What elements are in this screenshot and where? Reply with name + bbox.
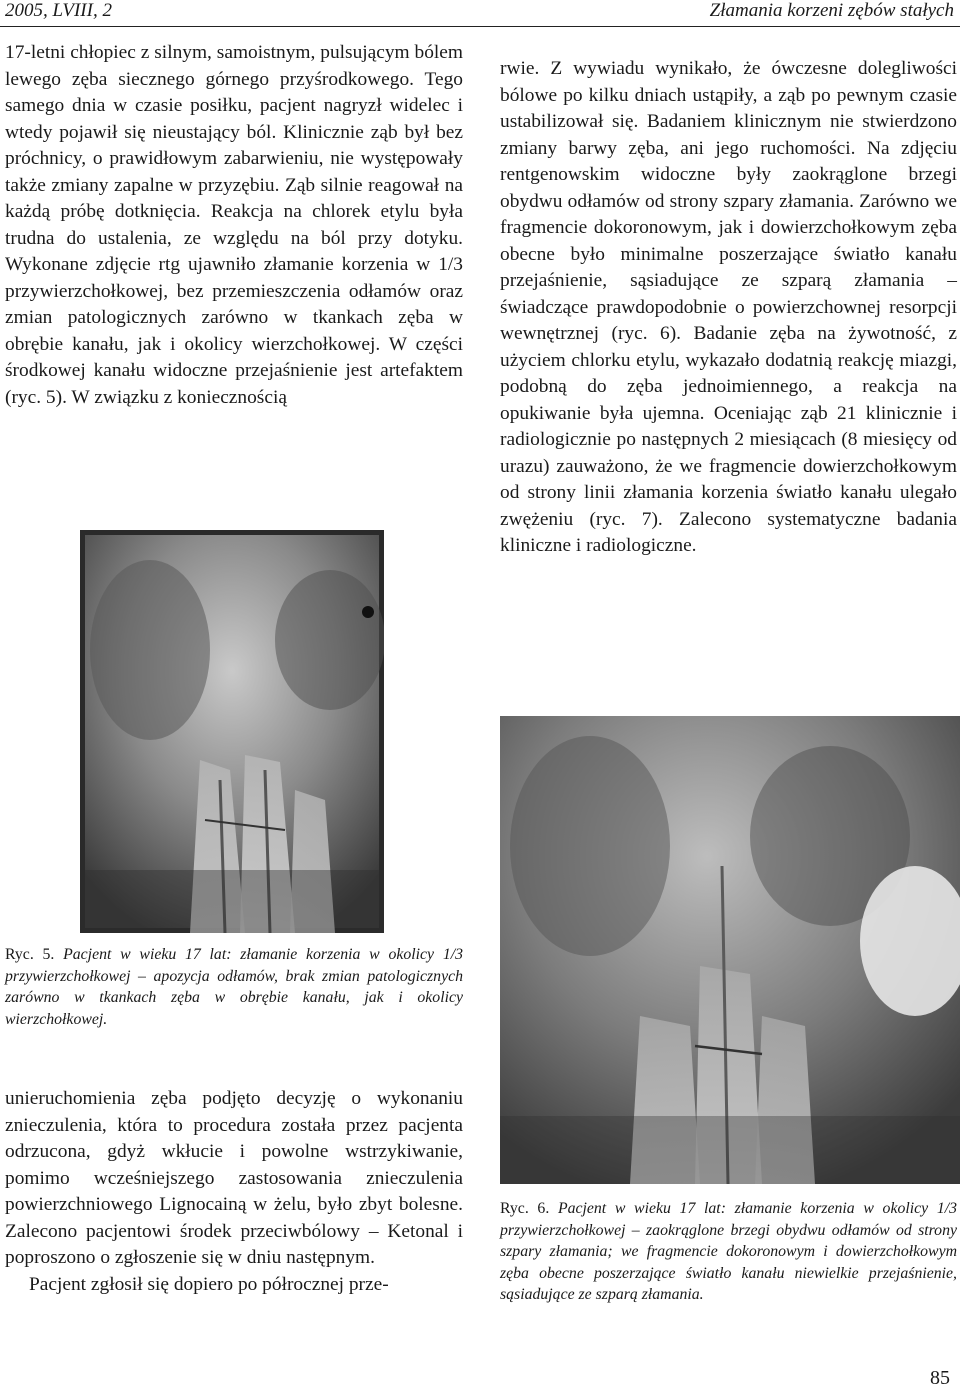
xray-figure-6 [500, 716, 960, 1184]
paragraph: Pacjent zgłosił się dopiero po półrocznej prze- [29, 1273, 389, 1295]
xray-image [500, 716, 960, 1184]
figure-5-label: Ryc. 5. [5, 946, 55, 963]
xray-figure-5 [80, 530, 384, 933]
figure-6-caption-text: Pacjent w wieku 17 lat: złamanie korzenia w okolicy 1/3 przywierzchołkowej – zaokrąglone brzegi obydwu odłamów od strony szpary złamania; we fragmencie dokoronowym i dowierzchołkowym zęba obecne poszerzające światło kanału niewielkie przejaśnienie, sąsiadujące ze szparą złamania. [500, 1200, 958, 1304]
figure-5-caption [5, 944, 463, 1030]
paragraph: rwie. Z wywiadu wynikało, że ówczesne dolegliwości bólowe po kilku dniach ustąpiły, a ząb po pewnym czasie ustabilizował się. Badaniem klinicznym nie stwierdzono zmiany barwy zęba, ani jego ruchomości. Na zdjęciu rentgenowskim widoczne były zaokrąglone brzegi obydwu odłamów od strony szpary złamania. Zarówno we fragmencie dokoronowym, jak i dowierzchołkowym zęba obecne było minimalne poszerzające światło kanału przejaśnienie, sąsiadujące ze szparą złamania – świadczące prawdopodobnie o powierzchownej resorpcji wewnętrznej (ryc. 6). Badanie zęba na żywotność, z użyciem chlorku etylu, wykazało dodatnią reakcję miazgi, podobną do zęba jednoimiennego, a reakcja na opukiwanie była ujemna. Oceniając ząb 21 klinicznie i radiologicznie po następnych 2 miesiącach (8 miesięcy od urazu) zauważono, że we fragmencie dowierzchołkowym od strony linii złamania korzenia światło kanału ulegało zwężeniu (ryc. 7). Zalecono systematyczne badania kliniczne i radiologiczne. [500, 58, 957, 556]
column-left-top [5, 40, 463, 411]
running-header [0, 0, 960, 27]
paragraph: 17-letni chłopiec z silnym, samoistnym, pulsującym bólem lewego zęba siecznego górnego przyśrodkowego. Tego samego dnia w czasie posiłku, pacjent nagryzł widelec i wtedy pojawił się nieustający ból. Klinicznie ząb był bez próchnicy, o prawidłowym zabarwieniu, nie występowały także zmiany zapalne w przyzębiu. Ząb silnie reagował na każdą próbę dotknięcia. Reakcja na chlorek etylu była trudna do ustalenia, ze względu na ból przy dotyku. Wykonane zdjęcie rtg ujawniło złamanie korzenia w 1/3 przywierzchołkowej, bez przemieszczenia odłamów oraz zmian patologicznych zarówno w tkankach zęba w obrębie kanału, jak i okolicy wierzchołkowej. W części środkowej kanału widoczne przejaśnienie jest artefaktem (ryc. 5). W związku z koniecznością [5, 42, 463, 408]
xray-image [80, 530, 384, 933]
page-number: 85 [930, 1367, 950, 1389]
article-short-title: Złamania korzeni zębów stałych [709, 0, 954, 21]
journal-issue: 2005, LVIII, 2 [5, 0, 112, 21]
paragraph: unieruchomienia zęba podjęto decyzję o wykonaniu znieczulenia, która to procedura została przez pacjenta odrzucona, gdyż wkłucie i powolne wstrzykiwanie, pomimo wcześniejszego zastosowania znieczulenia powierzchniowego Lignocainą w żelu, było zbyt bolesne. Zalecono pacjentowi środek przeciwbólowy – Ketonal i poproszono o zgłoszenie się w dniu następnym. [5, 1088, 463, 1268]
column-left-bottom [5, 1086, 463, 1298]
column-right-top [500, 56, 957, 560]
figure-6-caption [500, 1198, 957, 1306]
figure-5-caption-text: Pacjent w wieku 17 lat: złamanie korzenia w okolicy 1/3 przywierzchołkowej – apozycja odłamów, brak zmian patologicznych zarówno w tkankach zęba w obrębie kanału, jak i okolicy wierzchołkowej. [5, 946, 464, 1028]
figure-6-label: Ryc. 6. [500, 1200, 550, 1217]
